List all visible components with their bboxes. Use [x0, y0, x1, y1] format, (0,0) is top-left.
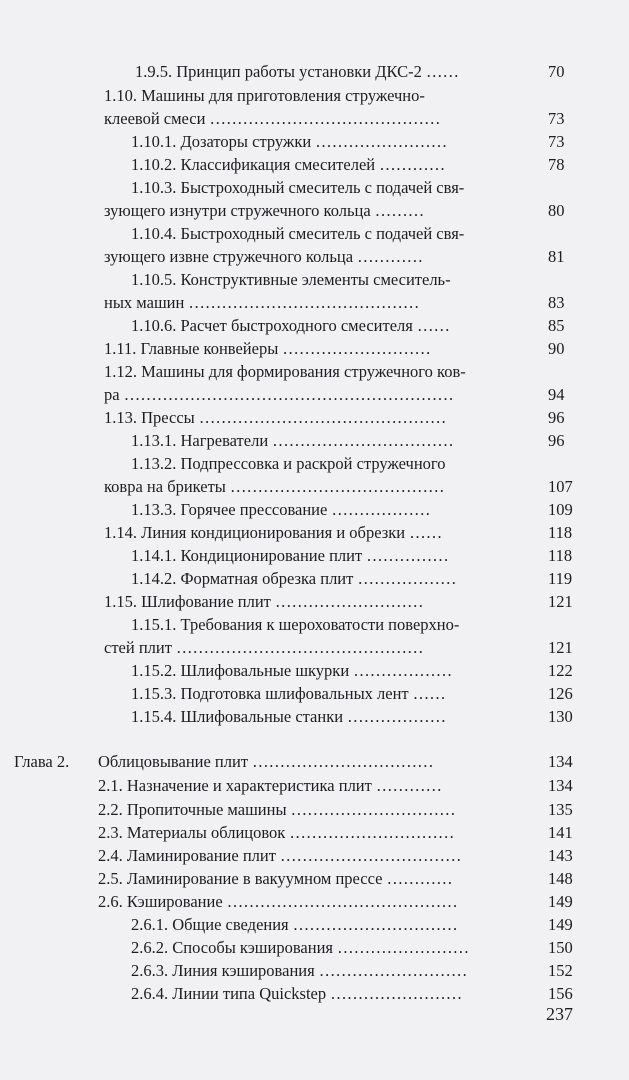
toc-entry-page: 70 [548, 62, 565, 81]
toc-entry [0, 177, 629, 199]
toc-entry-page: 83 [548, 293, 565, 312]
toc-entry [0, 292, 629, 314]
toc-entry [0, 269, 629, 291]
toc-entry-title: 2.5. Ламинирование в вакуумном прессе ………… [98, 869, 453, 888]
toc-entry-page: 118 [548, 523, 573, 542]
toc-entry-page: 148 [548, 869, 573, 888]
toc-entry-title: 1.14. Линия кондиционирования и обрезки …… [104, 523, 443, 542]
toc-entry-title: 2.6. Кэширование …………………………………… [98, 892, 458, 911]
toc-entry-page: 150 [548, 938, 573, 957]
toc-entry [0, 315, 629, 337]
toc-entry-title: 1.15.4. Шлифовальные станки ……………… [131, 707, 447, 726]
toc-entry [0, 983, 629, 1005]
toc-entry-page: 156 [548, 984, 573, 1003]
toc-entry-title: 1.15.1. Требования к шероховатости поверхно- [131, 615, 460, 634]
toc-entry [0, 108, 629, 130]
toc-entry-title: 2.4. Ламинирование плит …………………………… [98, 846, 462, 865]
toc-entry-title: 1.9.5. Принцип работы установки ДКС-2 …… [135, 62, 459, 81]
toc-entry [0, 338, 629, 360]
toc-entry-title: 1.12. Машины для формирования стружечного ков- [104, 362, 466, 381]
toc-entry-page: 94 [548, 385, 565, 404]
toc-entry-title: 2.6.4. Линии типа Quickstep …………………… [131, 984, 463, 1003]
toc-entry [0, 799, 629, 821]
toc-entry [0, 937, 629, 959]
toc-entry [0, 891, 629, 913]
toc-entry-title: ных машин …………………………………… [104, 293, 420, 312]
toc-entry-page: 107 [548, 477, 573, 496]
toc-entry-page: 149 [548, 892, 573, 911]
toc-entry-page: 85 [548, 316, 565, 335]
toc-entry-page: 73 [548, 132, 565, 151]
toc-entry-title: ра …………………………………………………… [104, 385, 454, 404]
toc-entry [0, 361, 629, 383]
toc-entry-page: 118 [548, 546, 573, 565]
toc-entry-title: 2.6.3. Линия кэширования ……………………… [131, 961, 468, 980]
toc-entry-page: 141 [548, 823, 573, 842]
toc-entry [0, 822, 629, 844]
toc-entry-page: 90 [548, 339, 565, 358]
toc-entry-page: 134 [548, 752, 573, 771]
toc-entry-page: 130 [548, 707, 573, 726]
toc-entry-title: 1.10.3. Быстроходный смеситель с подачей свя- [131, 178, 465, 197]
toc-entry [0, 154, 629, 176]
toc-entry [0, 775, 629, 797]
toc-entry-page: 121 [548, 638, 573, 657]
toc-entry [0, 200, 629, 222]
toc-entry [0, 591, 629, 613]
toc-entry-title: 1.10.6. Расчет быстроходного смесителя …… [131, 316, 450, 335]
toc-entry-title: 1.11. Главные конвейеры ……………………… [104, 339, 431, 358]
toc-entry-title: 1.13. Прессы ……………………………………… [104, 408, 447, 427]
toc-entry [0, 384, 629, 406]
toc-entry-title: 1.10.1. Дозаторы стружки …………………… [131, 132, 448, 151]
toc-entry [0, 131, 629, 153]
toc-entry [0, 407, 629, 429]
toc-entry-title: стей плит ……………………………………… [104, 638, 424, 657]
toc-entry [0, 868, 629, 890]
toc-entry-page: 81 [548, 247, 565, 266]
toc-entry-page: 135 [548, 800, 573, 819]
toc-entry-title: 1.15.3. Подготовка шлифовальных лент …… [131, 684, 446, 703]
toc-entry-title: ковра на брикеты ………………………………… [104, 477, 445, 496]
toc-entry-page: 78 [548, 155, 565, 174]
toc-entry-title: 1.13.2. Подпрессовка и раскрой стружечного [131, 454, 446, 473]
toc-entry-title: 1.13.1. Нагреватели …………………………… [131, 431, 454, 450]
toc-chapter-entry [0, 751, 629, 773]
toc-entry-page: 96 [548, 431, 565, 450]
toc-entry-title: 2.6.1. Общие сведения ………………………… [131, 915, 458, 934]
page-number: 237 [546, 1004, 573, 1024]
toc-entry-page: 134 [548, 776, 573, 795]
toc-entry-page: 152 [548, 961, 573, 980]
toc-entry-title: 1.14.2. Форматная обрезка плит ……………… [131, 569, 457, 588]
toc-entry-page: 149 [548, 915, 573, 934]
toc-entry-page: 119 [548, 569, 573, 588]
toc-entry-title: 2.1. Назначение и характеристика плит ………… [98, 776, 442, 795]
toc-entry [0, 499, 629, 521]
toc-entry [0, 453, 629, 475]
toc-entry [0, 960, 629, 982]
toc-entry [0, 430, 629, 452]
toc-entry-title: зующего изнутри стружечного кольца ……… [104, 201, 425, 220]
toc-entry [0, 706, 629, 728]
toc-entry [0, 545, 629, 567]
toc-entry-title: 1.10.5. Конструктивные элементы смеситель- [131, 270, 451, 289]
toc-entry-page: 73 [548, 109, 565, 128]
toc-entry-title: 1.15.2. Шлифовальные шкурки ……………… [131, 661, 453, 680]
toc-entry-page: 80 [548, 201, 565, 220]
toc-entry [0, 223, 629, 245]
toc-entry-title: 2.6.2. Способы кэширования …………………… [131, 938, 470, 957]
toc-entry [0, 246, 629, 268]
toc-entry-title: 2.2. Пропиточные машины ………………………… [98, 800, 456, 819]
toc-entry-title: зующего извне стружечного кольца ………… [104, 247, 424, 266]
toc-entry-title: Облицовывание плит …………………………… [98, 752, 434, 771]
toc-entry [0, 476, 629, 498]
chapter-label: Глава 2. [14, 752, 70, 771]
toc-entry-page: 109 [548, 500, 573, 519]
toc-entry-page: 143 [548, 846, 573, 865]
toc-entry [0, 85, 629, 107]
toc-entry-title: 2.3. Материалы облицовок ………………………… [98, 823, 455, 842]
toc-entry [0, 568, 629, 590]
toc-entry [0, 637, 629, 659]
toc-entry-page: 96 [548, 408, 565, 427]
toc-entry-title: клеевой смеси …………………………………… [104, 109, 441, 128]
toc-entry-title: 1.10. Машины для приготовления стружечно- [104, 86, 425, 105]
toc-entry [0, 522, 629, 544]
toc-entry-title: 1.10.4. Быстроходный смеситель с подачей свя- [131, 224, 465, 243]
toc-entry [0, 914, 629, 936]
toc-entry-title: 1.14.1. Кондиционирование плит …………… [131, 546, 449, 565]
toc-entry-title: 1.10.2. Классификация смесителей ………… [131, 155, 446, 174]
toc-entry-page: 122 [548, 661, 573, 680]
toc-entry-page: 121 [548, 592, 573, 611]
toc-entry [0, 845, 629, 867]
toc-entry-title: 1.13.3. Горячее прессование ……………… [131, 500, 431, 519]
toc-entry-page: 126 [548, 684, 573, 703]
toc-entry [0, 614, 629, 636]
toc-entry-title: 1.15. Шлифование плит ……………………… [104, 592, 424, 611]
toc-entry [0, 61, 629, 83]
toc-entry [0, 660, 629, 682]
toc-entry [0, 683, 629, 705]
